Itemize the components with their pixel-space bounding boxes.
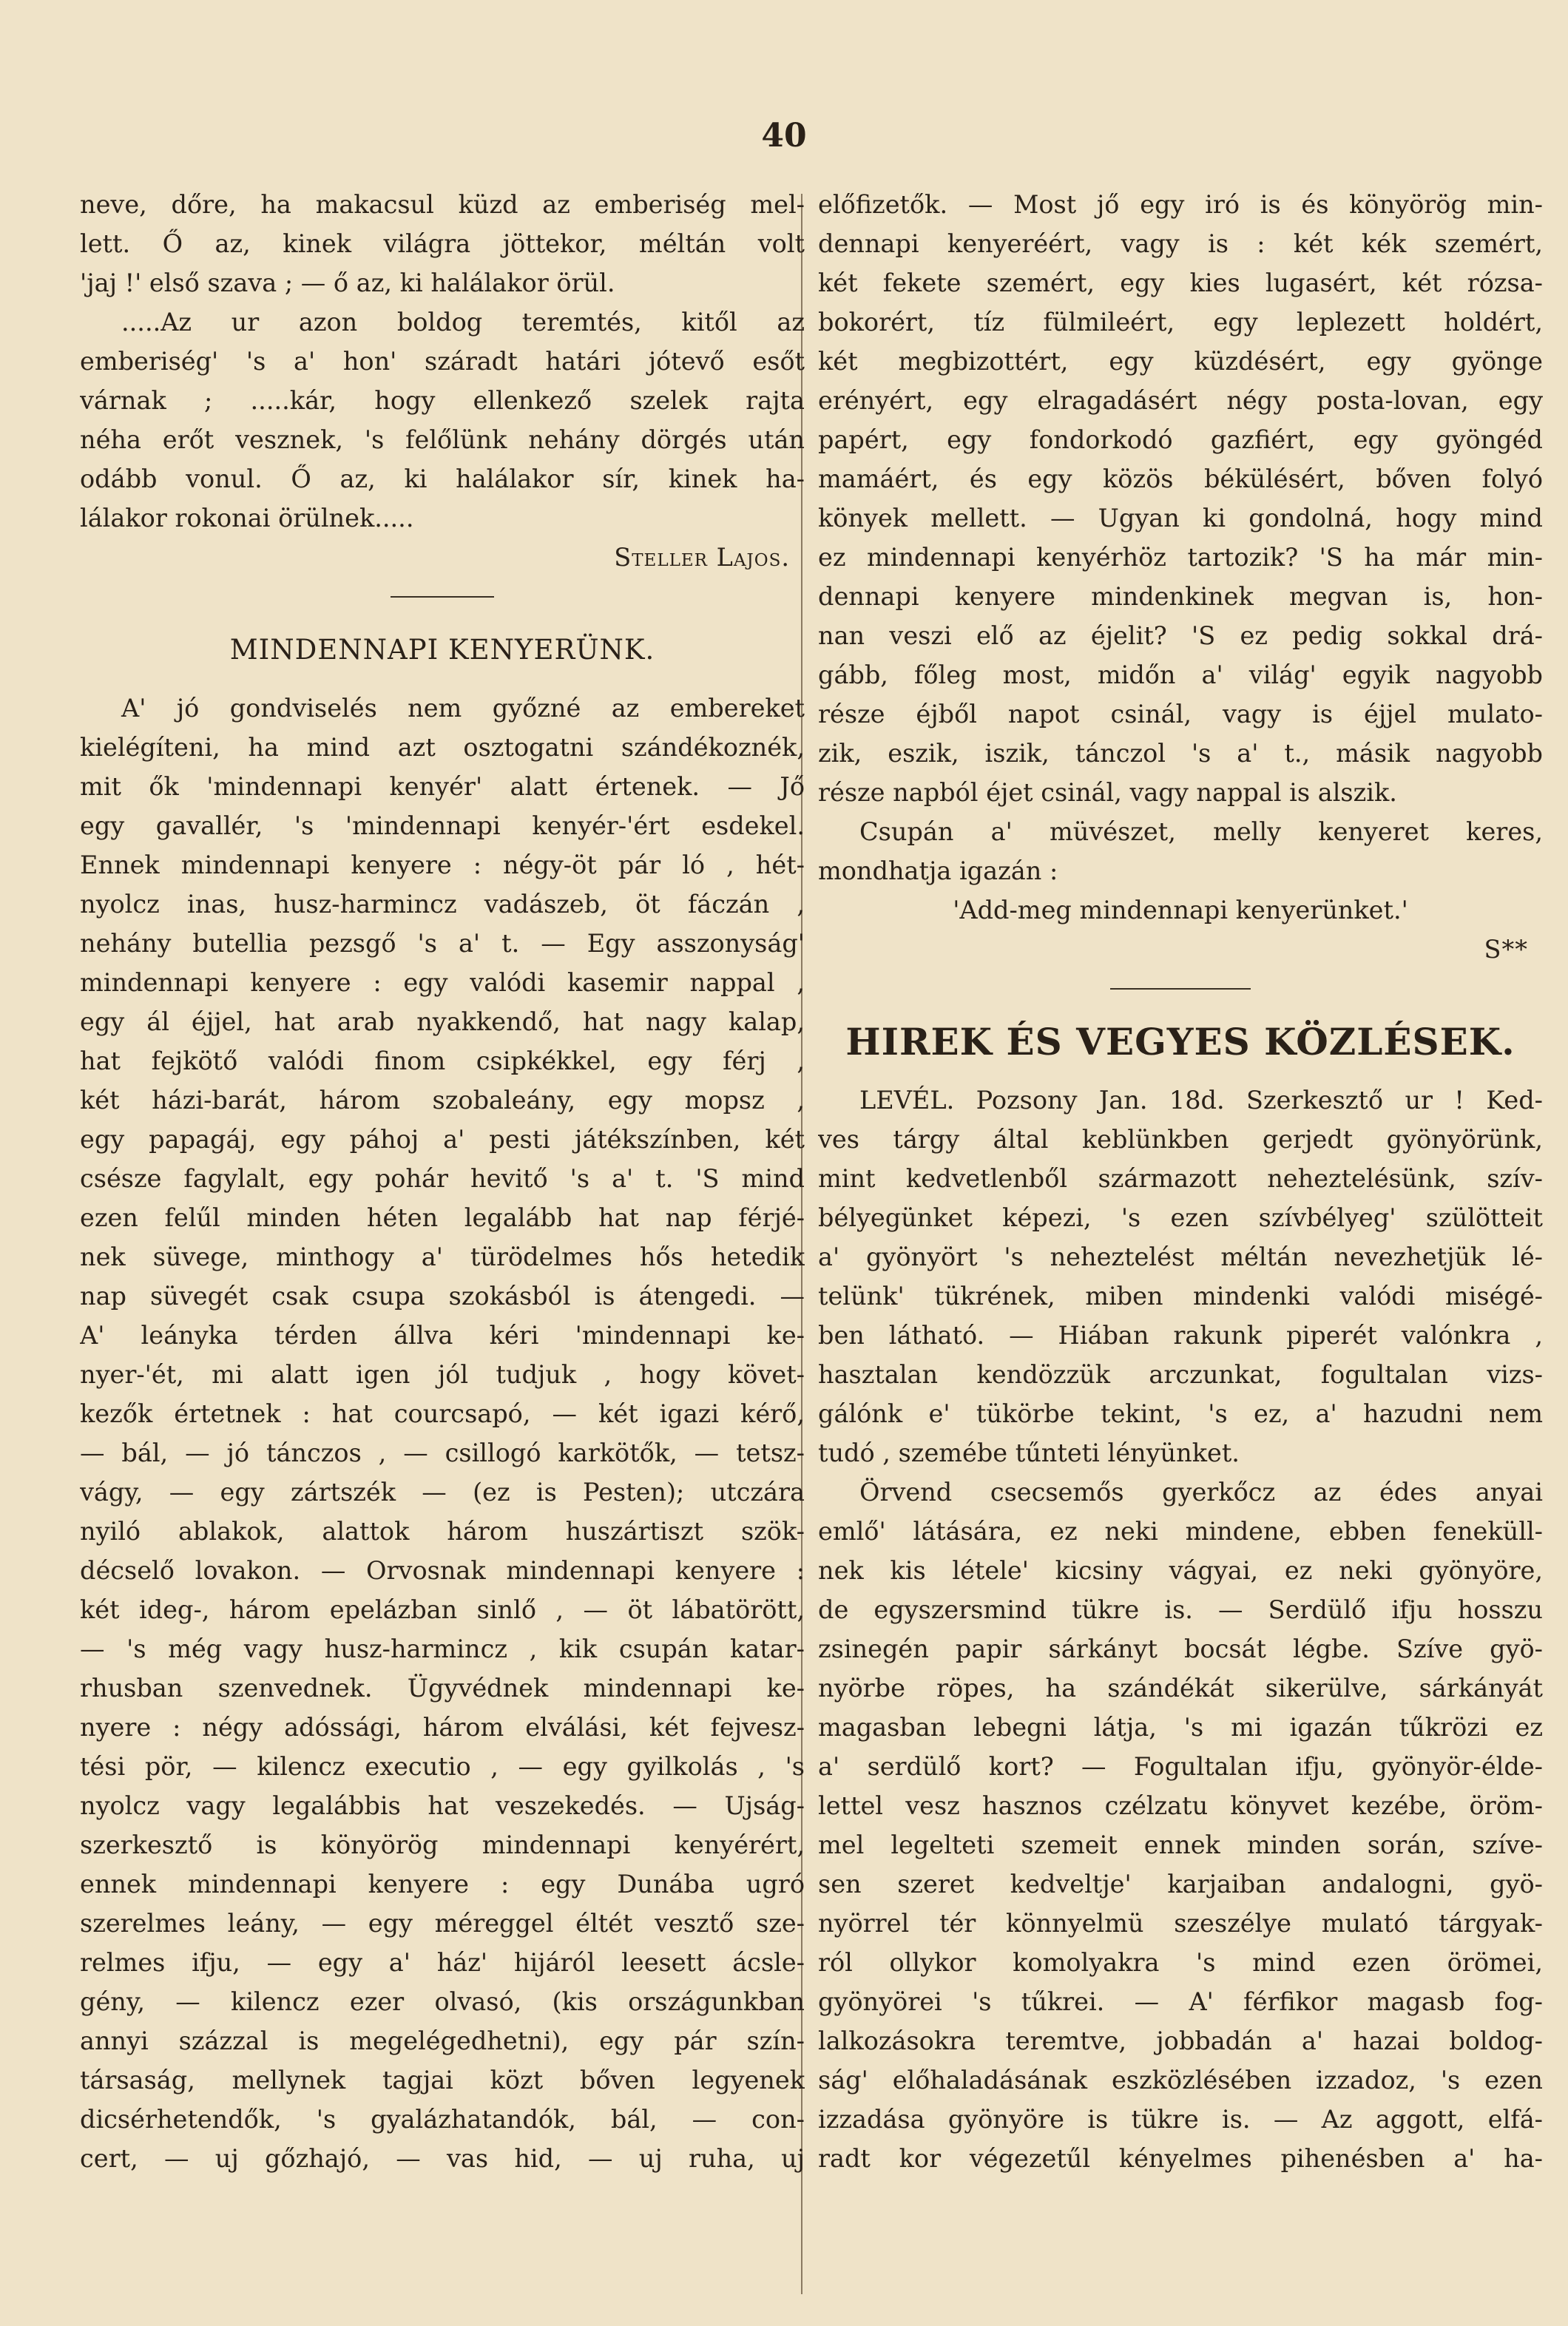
text-line: ennek mindennapi kenyere : egy Dunába ugró bbox=[80, 1870, 805, 1899]
text-line: zik, eszik, iszik, tánczol 's a' t., másik nagyobb bbox=[818, 739, 1543, 768]
text-line: annyi százzal is megelégedhetni), egy pár szín- bbox=[80, 2026, 805, 2055]
text-line: mint kedvetlenből származott neheztelésünk, szív- bbox=[818, 1164, 1543, 1193]
text-line: — bál, — jó tánczos , — csillogó karkötők, — tetsz- bbox=[80, 1438, 805, 1467]
text-line: magasban lebegni látja, 's mi igazán tűkrözi ez bbox=[818, 1713, 1543, 1742]
text-line: odább vonul. Ő az, ki halálakor sír, kinek ha- bbox=[80, 464, 805, 493]
text-line: nyere : négy adóssági, három elválási, két fejvesz- bbox=[80, 1713, 805, 1742]
left-para-2 bbox=[80, 302, 805, 538]
text-line: sen szeret kedveltje' karjaiban andalogni, gyö- bbox=[818, 1870, 1543, 1899]
text-line: lett. Ő az, kinek világra jöttekor, méltán volt bbox=[80, 229, 805, 258]
text-line: mamáért, és egy közös békülésért, bőven folyó bbox=[818, 464, 1543, 493]
text-line: nyörbe röpes, ha szándékát sikerülve, sárkányát bbox=[818, 1674, 1543, 1703]
text-line: 'jaj !' első szava ; — ő az, ki halálakor örül. bbox=[80, 268, 615, 297]
article-heading: MINDENNAPI KENYERÜNK. bbox=[229, 634, 655, 666]
text-line: két ideg-, három epelázban sinlő , — öt lábatörött, bbox=[80, 1595, 805, 1624]
text-line: ezen felűl minden héten legalább hat nap férjé- bbox=[80, 1203, 805, 1232]
text-line: neve, dőre, ha makacsul küzd az emberiség mel- bbox=[80, 190, 805, 219]
text-line: nek süvege, minthogy a' türödelmes hős hetedik bbox=[80, 1243, 805, 1271]
text-line: szerelmes leány, — egy méreggel éltét vesztő sze- bbox=[80, 1909, 805, 1938]
text-line: kezők értetnek : hat courcsapó, — két igazi kérő, bbox=[80, 1399, 805, 1428]
left-column bbox=[80, 185, 805, 2178]
text-line: papért, egy fondorkodó gazfiért, egy gyöngéd bbox=[818, 425, 1543, 454]
text-line: emlő' látására, ez neki mindene, ebben feneküll- bbox=[818, 1517, 1543, 1546]
text-line: gény, — kilencz ezer olvasó, (kis országunkban bbox=[80, 1987, 805, 2016]
text-line: mindennapi kenyere : egy valódi kasemir nappal , bbox=[80, 968, 805, 997]
text-line: nyörrel tér könnyelmü szeszélye mulató tárgyak- bbox=[818, 1909, 1543, 1938]
text-line: A' jó gondviselés nem győzné az embereket bbox=[121, 694, 805, 723]
text-line: várnak ; .....kár, hogy ellenkező szelek rajta bbox=[80, 386, 805, 415]
text-line: a' gyönyört 's neheztelést méltán nevezhetjük lé- bbox=[818, 1243, 1543, 1271]
text-line: néha erőt vesznek, 's felőlünk nehány dörgés után bbox=[80, 425, 805, 454]
text-line: két házi-barát, három szobaleány, egy mopsz , bbox=[80, 1086, 805, 1115]
text-line: nek kis létele' kicsiny vágyai, ez neki gyönyöre, bbox=[818, 1556, 1543, 1585]
text-line: ben látható. — Hiában rakunk piperét valónkra , bbox=[818, 1321, 1543, 1350]
text-line: ez mindennapi kenyérhöz tartozik? 'S ha már min- bbox=[818, 543, 1543, 572]
text-line: décselő lovakon. — Orvosnak mindennapi kenyere : bbox=[80, 1556, 805, 1585]
text-line: nan veszi elő az éjelit? 'S ez pedig sokkal drá- bbox=[818, 621, 1543, 650]
text-line: lettel vesz hasznos czélzatu könyvet kezébe, öröm- bbox=[818, 1791, 1543, 1820]
text-line: egy gavallér, 's 'mindennapi kenyér-'ért esdekel. bbox=[80, 811, 805, 840]
text-line: dennapi kenyeréért, vagy is : két kék szemért, bbox=[818, 229, 1543, 258]
text-line: lalkozásokra teremtve, jobbadán a' hazai boldog- bbox=[818, 2026, 1543, 2055]
text-line: LEVÉL. Pozsony Jan. 18d. Szerkesztő ur ! Ked- bbox=[859, 1086, 1543, 1115]
news-letter-2 bbox=[818, 1473, 1543, 2178]
text-line: két megbizottért, egy küzdésért, egy gyönge bbox=[818, 347, 1543, 376]
text-line: cert, — uj gőzhajó, — vas hid, — uj ruha, uj bbox=[80, 2144, 805, 2173]
text-line: nyolcz inas, husz-harmincz vadászeb, öt fáczán , bbox=[80, 890, 805, 919]
text-line: telünk' tükrének, miben mindenki valódi miségé- bbox=[818, 1282, 1543, 1311]
left-para-1 bbox=[80, 185, 805, 302]
text-line: része napból éjet csinál, vagy nappal is alszik. bbox=[818, 778, 1397, 807]
text-line: mondhatja igazán : bbox=[818, 856, 1058, 885]
text-line: nap süvegét csak csupa szokásból is átengedi. — bbox=[80, 1282, 805, 1311]
text-line: tudó , szemébe tűnteti lényünket. bbox=[818, 1438, 1240, 1467]
text-line: ról ollykor komolyakra 's mind ezen örömei, bbox=[818, 1948, 1543, 1977]
text-line: kielégíteni, ha mind azt osztogatni szándékoznék, bbox=[80, 733, 805, 762]
text-line: hasztalan kendözzük arczunkat, fogultalan vizs- bbox=[818, 1360, 1543, 1389]
article-continuation bbox=[818, 185, 1543, 812]
signature-s: S** bbox=[1484, 935, 1528, 964]
text-line: izzadása gyönyöre is tükre is. — Az aggott, elfá- bbox=[818, 2105, 1543, 2134]
text-line: A' leányka térden állva kéri 'mindennapi ke- bbox=[80, 1321, 805, 1350]
text-line: Örvend csecsemős gyerkőcz az édes anyai bbox=[859, 1478, 1543, 1507]
text-line: Csupán a' müvészet, melly kenyeret keres, bbox=[859, 817, 1543, 846]
text-line: relmes ifju, — egy a' ház' hijáról leesett ácsle- bbox=[80, 1948, 805, 1977]
text-line: gyönyörei 's tűkrei. — A' férfikor magasb fog- bbox=[818, 1987, 1543, 2016]
text-line: mit ők 'mindennapi kenyér' alatt értenek. — Jő bbox=[80, 772, 805, 801]
text-line: nyer-'ét, mi alatt igen jól tudjuk , hogy követ- bbox=[80, 1360, 805, 1389]
page-number: 40 bbox=[761, 117, 807, 155]
text-line: egy ál éjjel, hat arab nyakkendő, hat nagy kalap, bbox=[80, 1007, 805, 1036]
text-line: előfizetők. — Most jő egy iró is és könyörög min- bbox=[818, 190, 1543, 219]
text-line: .....Az ur azon boldog teremtés, kitől az bbox=[121, 308, 805, 337]
right-column bbox=[818, 185, 1543, 2178]
news-heading: HIREK ÉS VEGYES KÖZLÉSEK. bbox=[845, 1020, 1515, 1064]
text-line: mel legelteti szemeit ennek minden során, szíve- bbox=[818, 1830, 1543, 1859]
text-line: de egyszersmind tükre is. — Serdülő ifju hosszu bbox=[818, 1595, 1543, 1624]
text-line: radt kor végezetűl kényelmes pihenésben a' ha- bbox=[818, 2144, 1543, 2173]
text-line: bélyegünket képezi, 's ezen szívbélyeg' szülötteit bbox=[818, 1203, 1543, 1232]
text-line: nyiló ablakok, alattok három huszártiszt szök- bbox=[80, 1517, 805, 1546]
text-line: egy papagáj, egy páhoj a' pesti játékszínben, két bbox=[80, 1125, 805, 1154]
text-line: könyek mellett. — Ugyan ki gondolná, hogy mind bbox=[818, 504, 1543, 533]
text-line: rhusban szenvednek. Ügyvédnek mindennapi ke- bbox=[80, 1674, 805, 1703]
text-line: társaság, mellynek tagjai közt bőven legyenek bbox=[80, 2066, 805, 2095]
text-line: lálakor rokonai örülnek..... bbox=[80, 504, 414, 533]
text-line: zsinegén papir sárkányt bocsát légbe. Szíve gyö- bbox=[818, 1634, 1543, 1663]
text-line: két fekete szemért, egy kies lugasért, két rózsa- bbox=[818, 268, 1543, 297]
text-line: gább, főleg most, midőn a' világ' egyik nagyobb bbox=[818, 660, 1543, 689]
text-line: része éjből napot csinál, vagy is éjjel mulato- bbox=[818, 700, 1543, 728]
text-line: gálónk e' tükörbe tekint, 's ez, a' hazudni nem bbox=[818, 1399, 1543, 1428]
news-letter bbox=[818, 1081, 1543, 1473]
text-line: szerkesztő is könyörög mindennapi kenyérért, bbox=[80, 1830, 805, 1859]
art-paragraph bbox=[818, 812, 1543, 890]
signature-steller: Steller Lajos. bbox=[614, 543, 790, 572]
text-line: bokorért, tíz fülmileért, egy leplezett holdért, bbox=[818, 308, 1543, 337]
text-line: ves tárgy által keblünkben gerjedt gyönyörünk, bbox=[818, 1125, 1543, 1154]
text-line: tési pör, — kilencz executio , — egy gyilkolás , 's bbox=[80, 1752, 805, 1781]
text-line: nyolcz vagy legalábbis hat veszekedés. — Ujság- bbox=[80, 1791, 805, 1820]
quote-line: 'Add-meg mindennapi kenyerünket.' bbox=[953, 896, 1408, 924]
text-line: hat fejkötő valódi finom csipkékkel, egy férj , bbox=[80, 1047, 805, 1075]
text-line: csésze fagylalt, egy pohár hevitő 's a' t. 'S mind bbox=[80, 1164, 805, 1193]
article-body bbox=[80, 689, 805, 2178]
text-line: emberiség' 's a' hon' száradt határi jótevő esőt bbox=[80, 347, 805, 376]
text-line: dennapi kenyere mindenkinek megvan is, hon- bbox=[818, 582, 1543, 611]
text-line: a' serdülő kort? — Fogultalan ifju, gyönyör-élde- bbox=[818, 1752, 1543, 1781]
text-line: Ennek mindennapi kenyere : négy-öt pár ló , hét- bbox=[80, 851, 805, 879]
text-line: dicsérhetendők, 's gyalázhatandók, bál, — con- bbox=[80, 2105, 805, 2134]
text-line: — 's még vagy husz-harmincz , kik csupán katar- bbox=[80, 1634, 805, 1663]
text-line: ság' előhaladásának eszközlésében izzadoz, 's ezen bbox=[818, 2066, 1543, 2095]
text-line: erényért, egy elragadásért négy posta-lovan, egy bbox=[818, 386, 1543, 415]
text-line: nehány butellia pezsgő 's a' t. — Egy asszonyság' bbox=[80, 929, 805, 958]
text-line: vágy, — egy zártszék — (ez is Pesten); utczára bbox=[80, 1478, 805, 1507]
